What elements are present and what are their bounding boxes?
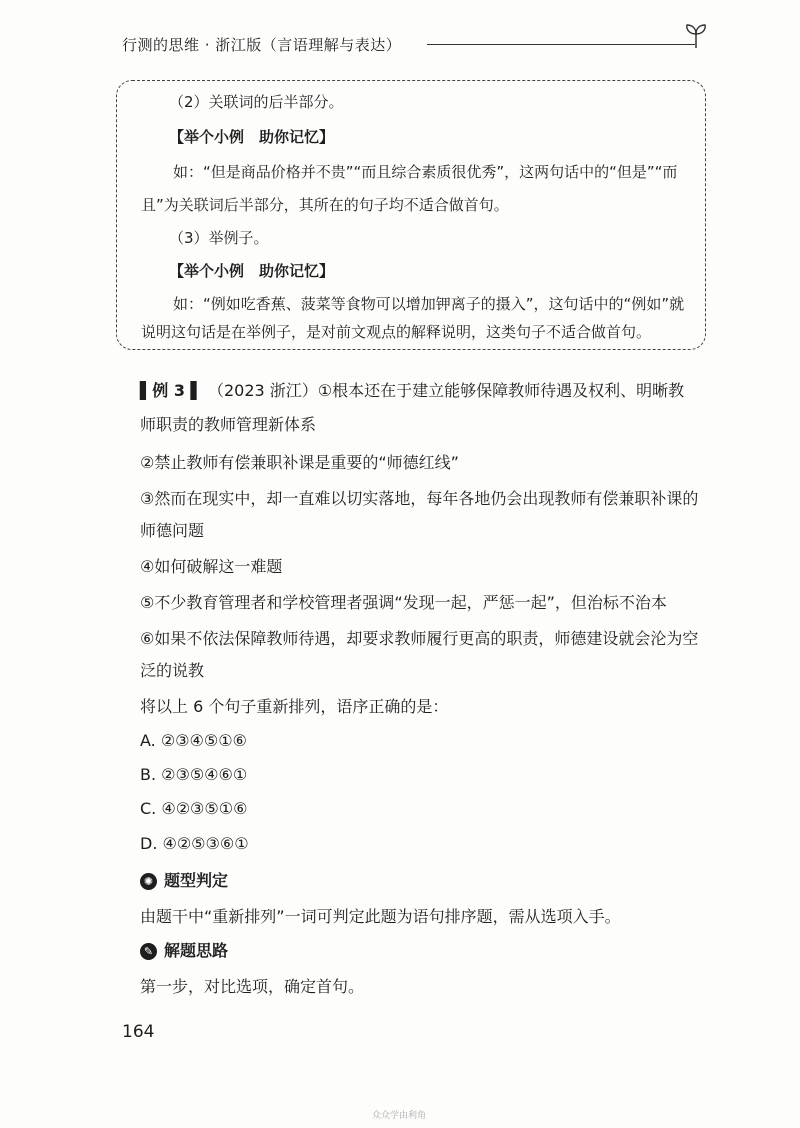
sentence-3-line-2: 师德问题 [140, 521, 205, 540]
question-prompt: 将以上 6 个句子重新排列，语序正确的是： [140, 697, 449, 716]
tip-example-2-line-2: 说明这句话是在举例子，是对前文观点的解释说明，这类句子不适合做首句。 [141, 323, 652, 341]
running-header [122, 30, 722, 64]
tip-example-heading-1: 【举个小例 助你记忆】 [169, 128, 335, 146]
tip-example-heading-2: 【举个小例 助你记忆】 [169, 262, 335, 280]
sentence-1-line-1: ①根本还在于建立能够保障教师待遇及权利、明晰教 [317, 381, 685, 400]
sentence-6-line-2: 泛的说教 [140, 661, 205, 680]
sentence-6-line-1: ⑥如果不依法保障教师待遇，却要求教师履行更高的职责，师德建设就会沦为空 [140, 629, 699, 648]
option-a: A. ②③④⑤①⑥ [140, 731, 247, 750]
sentence-4: ④如何破解这一难题 [140, 557, 283, 576]
sprout-icon [684, 22, 708, 50]
sentence-2: ②禁止教师有偿兼职补课是重要的“师德红线” [140, 453, 459, 472]
tip-box [116, 80, 706, 350]
tip-item-3-title: （3）举例子。 [169, 229, 269, 247]
sentence-3-line-1: ③然而在现实中，却一直难以切实落地，每年各地仍会出现教师有偿兼职补课的 [140, 489, 699, 508]
lightbulb-icon: ✺ [140, 873, 157, 890]
option-c: C. ④②③⑤①⑥ [140, 799, 248, 818]
type-text: 由题干中“重新排列”一词可判定此题为语句排序题，需从选项入手。 [140, 907, 621, 926]
tools-icon: ✎ [140, 943, 157, 960]
sentence-1-line-2: 师职责的教师管理新体系 [140, 415, 317, 434]
type-heading: 题型判定 [164, 871, 229, 890]
tip-example-2-line-1: 如：“例如吃香蕉、菠菜等食物可以增加钾离子的摄入”，这句话中的“例如”就 [173, 295, 685, 313]
header-title: 行测的思维 · 浙江版（言语理解与表达） [122, 36, 402, 54]
option-d: D. ④②⑤③⑥① [140, 834, 249, 853]
option-b: B. ②③⑤④⑥① [140, 765, 248, 784]
question-header-line [140, 380, 684, 402]
header-rule [427, 44, 695, 45]
sentence-5: ⑤不少教育管理者和学校管理者强调“发现一起，严惩一起”，但治标不治本 [140, 593, 667, 612]
question-source: （2023 浙江） [207, 381, 318, 400]
example-label: ▌例 3 ▌ [140, 381, 203, 400]
page-number: 164 [122, 1022, 155, 1042]
tip-example-1-line-1: 如：“但是商品价格并不贵”“而且综合素质很优秀”，这两句话中的“但是”“而 [173, 163, 678, 181]
footer-watermark: 众众学由利角 [372, 1111, 427, 1121]
approach-heading: 解题思路 [164, 941, 229, 960]
tip-item-2-title: （2）关联词的后半部分。 [169, 93, 344, 111]
tip-example-1-line-2: 且”为关联词后半部分，其所在的句子均不适合做首句。 [141, 196, 509, 214]
approach-text: 第一步，对比选项，确定首句。 [140, 977, 365, 996]
